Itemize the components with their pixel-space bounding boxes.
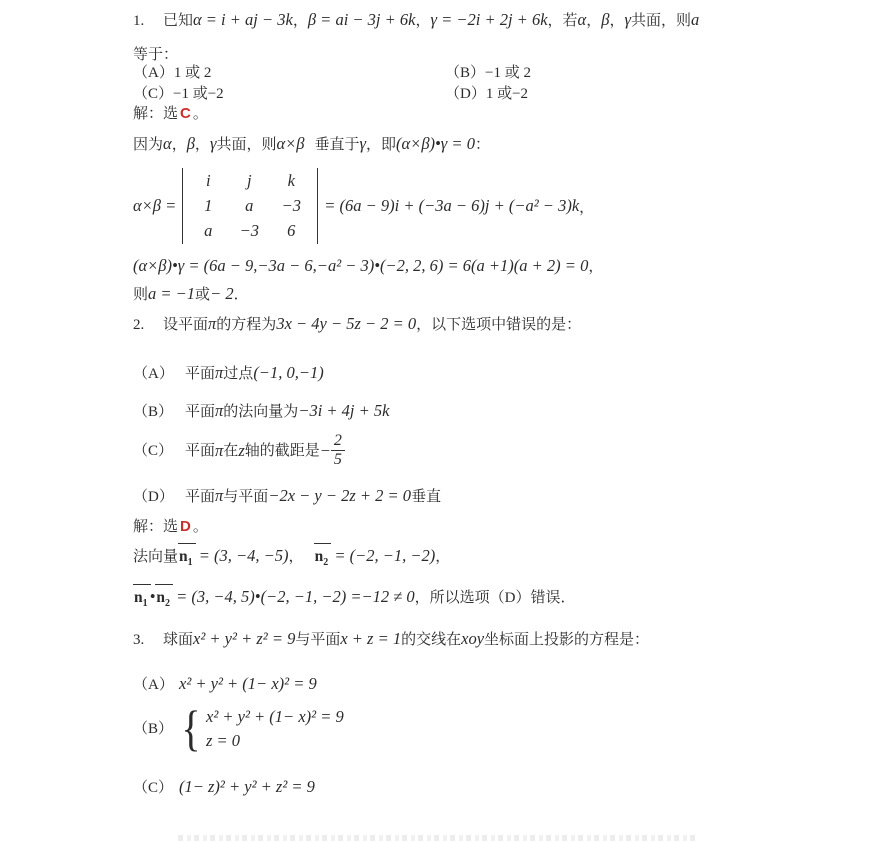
formula-run: γ: [359, 134, 367, 153]
text-run: ，: [588, 259, 604, 275]
q3-number: 3.: [133, 632, 145, 648]
q2-option-b: [133, 401, 389, 422]
text-run: 平面: [185, 442, 216, 459]
option-label: （B）: [133, 404, 174, 420]
q3-stem: [133, 629, 649, 650]
text-run: 坐标面上投影的方程是：: [484, 632, 650, 648]
formula-run: β = ai − 3j + 6k: [307, 10, 416, 29]
det-cell: j: [246, 171, 252, 190]
vector-subscript: 2: [165, 598, 171, 610]
cutoff-text-line: [178, 835, 698, 841]
formula-run: α: [163, 134, 172, 153]
option-label: （B）: [133, 720, 174, 737]
vector-letter: n: [179, 548, 188, 565]
q3-option-b: [133, 700, 344, 756]
text-run: ，: [171, 137, 187, 153]
text-run: 解：选: [133, 106, 179, 122]
text-run: 平面: [185, 489, 216, 505]
formula-run: α = i + aj − 3k: [193, 10, 293, 29]
option-label: （A）: [133, 366, 174, 382]
q2-option-a: [133, 363, 324, 384]
vector-subscript: 1: [142, 598, 148, 610]
q2-dot-product-check-line: [133, 584, 576, 614]
formula-run: γ: [209, 134, 217, 153]
det-cell: a: [245, 196, 254, 215]
q2-normal-vectors-line: [133, 543, 450, 573]
text-run: 因为: [133, 137, 164, 153]
q2-stem: [133, 314, 581, 335]
text-run: ．: [233, 287, 249, 303]
formula-run: a: [690, 10, 700, 29]
text-run: 平面: [185, 366, 216, 382]
q2-option-d: [133, 486, 441, 507]
formula-run: −2x − y − 2z + 2 = 0: [268, 486, 412, 505]
text-run: 。: [192, 519, 208, 535]
formula-run: = (3, −4, 5)•(−2, −1, −2) =−12 ≠ 0: [172, 587, 415, 606]
equation-system: [179, 700, 344, 756]
formula-run: π: [215, 440, 224, 460]
text-run: ，以下选项中错误的是：: [416, 317, 582, 333]
det-cell: −3: [239, 221, 259, 240]
text-run: 球面: [163, 632, 194, 648]
text-run: ，: [435, 549, 451, 565]
text-run: 的方程为: [216, 317, 277, 333]
formula-run: π: [215, 363, 224, 382]
formula-run: x + z = 1: [340, 629, 402, 648]
formula-run: (α×β)•γ = 0: [396, 134, 475, 153]
formula-run: γ: [624, 10, 631, 29]
text-run: ，: [609, 13, 625, 29]
text-run: ，若: [547, 13, 578, 29]
text-run: ，: [288, 549, 304, 565]
text-run: 垂直: [411, 489, 442, 505]
q3-option-c: [133, 777, 315, 798]
formula-run: − 2: [210, 284, 234, 303]
fraction-numerator: 2: [333, 432, 342, 449]
q1-reasoning-line: [133, 134, 490, 155]
det-cell: 6: [287, 221, 296, 240]
option-label: （C）: [133, 442, 174, 459]
text-run: 共面，则: [630, 13, 691, 29]
formula-run: 3x − 4y − 5z − 2 = 0: [276, 314, 417, 333]
text-run: 。: [192, 106, 208, 122]
vector-letter: n: [314, 548, 324, 565]
formula-run: z: [238, 440, 245, 460]
determinant-lhs: α×β =: [133, 196, 177, 215]
text-run: 与平面: [223, 489, 269, 505]
q2-answer-letter: D: [180, 518, 191, 535]
q1-stem: [133, 10, 699, 31]
system-equation-2: z = 0: [206, 730, 241, 750]
q1-answer-letter: C: [180, 105, 191, 122]
q2-solution-choice: [133, 517, 208, 537]
text-run: 过点: [223, 366, 254, 382]
formula-run: xoy: [461, 629, 485, 648]
text-run: 解：选: [133, 519, 179, 535]
q1-option-a: （A）1 或 2: [133, 65, 212, 81]
formula-run: x² + y² + z² = 9: [193, 629, 296, 648]
formula-run: = (−2, −1, −2): [330, 546, 436, 565]
q1-option-b: （B）−1 或 2: [445, 65, 531, 81]
text-run: 垂直于: [314, 137, 360, 153]
q1-answer-prompt: 等于：: [133, 47, 179, 63]
minus-sign: −: [319, 440, 331, 460]
text-run: 共面，则: [216, 137, 277, 153]
q1-option-c: （C）−1 或−2: [133, 86, 224, 102]
text-run: 则: [133, 287, 149, 303]
system-equations: [206, 707, 344, 751]
det-cell: i: [205, 171, 211, 190]
text-run: ：: [474, 137, 490, 153]
left-brace: {: [181, 700, 201, 756]
det-cell: a: [204, 221, 213, 240]
text-run: 的法向量为: [223, 404, 299, 420]
formula-run: x² + y² + (1− x)² = 9: [179, 674, 317, 693]
q1-solution-choice: [133, 104, 208, 124]
q1-cross-product-equation: [133, 168, 594, 244]
text-run: ，: [586, 13, 602, 29]
det-cell: k: [287, 171, 295, 190]
fraction-two-fifths: [331, 432, 345, 470]
formula-run: π: [215, 486, 224, 505]
vector-subscript: 2: [323, 557, 329, 569]
formula-run: (α×β)•γ = (6a − 9,−3a − 6,−a² − 3)•(−2, 2, 6) = 6(a +1)(a + 2) = 0: [133, 256, 589, 275]
text-run: ，: [194, 137, 210, 153]
formula-run: −3i + 4j + 5k: [298, 401, 390, 420]
q1-options-row-2: [133, 84, 743, 104]
option-label: （D）: [133, 489, 174, 505]
formula-run: α×β: [276, 134, 305, 153]
formula-run: γ = −2i + 2j + 6k: [430, 10, 548, 29]
vector-letter: n: [156, 589, 166, 606]
option-label: （C）: [133, 780, 174, 796]
text-run: 轴的截距是: [244, 442, 320, 459]
vector-n1: [133, 586, 150, 614]
formula-run: β: [186, 134, 195, 153]
text-run: 与平面: [295, 632, 341, 648]
q2-option-c: [133, 432, 345, 470]
vector-letter: n: [134, 589, 143, 606]
system-equation-1: x² + y² + (1− x)² = 9: [206, 706, 344, 726]
text-run: 或: [195, 287, 211, 303]
vector-subscript: 1: [187, 557, 193, 569]
formula-run: π: [208, 314, 217, 333]
text-run: ，: [292, 13, 308, 29]
dot-operator: •: [149, 587, 156, 606]
text-run: ，: [415, 13, 431, 29]
text-run: 已知: [163, 13, 194, 29]
formula-run: α: [577, 10, 587, 29]
q1-number: 1.: [133, 13, 145, 29]
text-run: 平面: [185, 404, 216, 420]
text-run: 的交线在: [401, 632, 462, 648]
text-run: 在: [223, 442, 239, 459]
vector-n2: [314, 545, 331, 573]
q1-options-row-1: [133, 63, 743, 83]
q3-option-a: [133, 674, 317, 695]
vector-n2: [155, 586, 172, 614]
text-run: ，即: [366, 137, 397, 153]
formula-run: = (3, −4, −5): [194, 546, 289, 565]
q1-option-d: （D）1 或−2: [445, 86, 529, 102]
fraction-denominator: 5: [331, 450, 345, 469]
text-run: 设平面: [163, 317, 209, 333]
q1-dot-product-line: [133, 256, 603, 277]
formula-run: β: [601, 10, 610, 29]
formula-run: (1− z)² + y² + z² = 9: [179, 777, 315, 796]
det-cell: −3: [281, 196, 301, 215]
text-run: ，所以选项（D）错误．: [414, 590, 576, 606]
text-run: ，: [579, 199, 595, 216]
determinant-rhs: = (6a − 9)i + (−3a − 6)j + (−a² − 3)k: [324, 196, 580, 215]
q2-number: 2.: [133, 317, 145, 333]
q1-conclusion-line: [133, 284, 249, 305]
determinant-3x3: [182, 168, 318, 244]
option-label: （A）: [133, 677, 174, 693]
formula-run: (−1, 0,−1): [253, 363, 324, 382]
formula-run: π: [215, 401, 224, 420]
text-run: 法向量: [133, 549, 179, 565]
vector-n1: [178, 545, 195, 573]
formula-run: a = −1: [148, 284, 196, 303]
det-cell: 1: [204, 196, 213, 215]
